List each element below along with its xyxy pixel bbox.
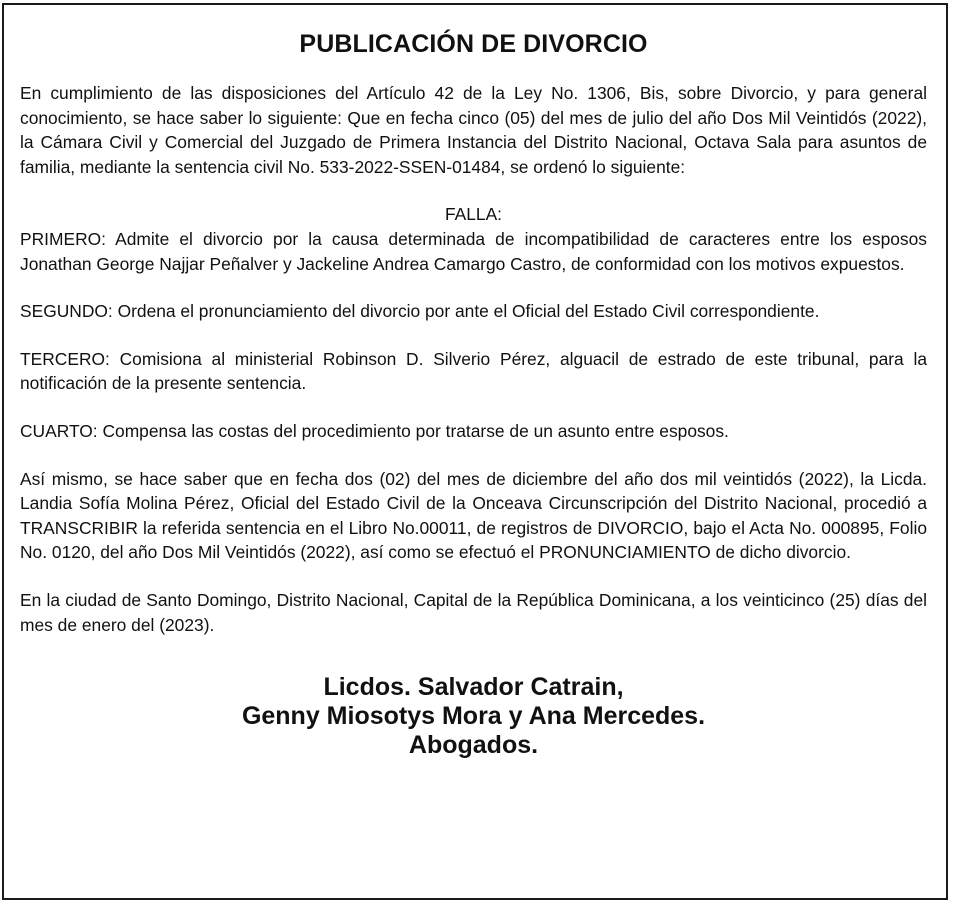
asimismo-paragraph: Así mismo, se hace saber que en fecha dos (02) del mes de diciembre del año dos mil veintidós (2022), la Licda. Landia Sofía Molina Pérez, Oficial del Estado Civil de la Onceava Circunscripción del Distrito Nacional, procedió a TRANSCRIBIR la referida sentencia en el Libro No.00011, de registros de DIVORCIO, bajo el Acta No. 000895, Folio No. 0120, del año Dos Mil Veintidós (2022), así como se efectuó el PRONUNCIAMIENTO de dicho divorcio. xyxy=(20,468,927,563)
intro-paragraph: En cumplimiento de las disposiciones del Artículo 42 de la Ley No. 1306, Bis, sobre Divorcio, y para general conocimiento, se hace saber lo siguiente: Que en fecha cinco (05) del mes de julio del año Dos Mil Veintidós (2022), la Cámara Civil y Comercial del Juzgado de Primera Instancia del Distrito Nacional, Octava Sala para asuntos de familia, mediante la sentencia civil No. 533-2022-SSEN-01484, se ordenó lo siguiente: xyxy=(20,83,927,177)
signature-line-1: Licdos. Salvador Catrain, xyxy=(323,673,624,702)
notice-content xyxy=(20,29,927,760)
signature-line-3: Abogados. xyxy=(408,731,539,760)
notice-title: PUBLICACIÓN DE DIVORCIO xyxy=(299,30,648,58)
signature-block xyxy=(20,673,927,760)
cuarto-paragraph: CUARTO: Compensa las costas del procedimiento por tratarse de un asunto entre esposos. xyxy=(20,420,729,441)
falla-heading: FALLA: xyxy=(444,204,503,225)
signature-line-2: Genny Miosotys Mora y Ana Mercedes. xyxy=(241,702,706,731)
segundo-paragraph: SEGUNDO: Ordena el pronunciamiento del divorcio por ante el Oficial del Estado Civil correspondiente. xyxy=(20,301,820,322)
tercero-paragraph: TERCERO: Comisiona al ministerial Robinson D. Silverio Pérez, alguacil de estrado de este tribunal, para la notificación de la presente sentencia. xyxy=(20,348,927,394)
primero-paragraph: PRIMERO: Admite el divorcio por la causa determinada de incompatibilidad de caracteres entre los esposos Jonathan George Najjar Peñalver y Jackeline Andrea Camargo Castro, de conformidad con los motivos expuestos. xyxy=(20,228,927,274)
closing-paragraph: En la ciudad de Santo Domingo, Distrito Nacional, Capital de la República Dominicana, a los veinticinco (25) días del mes de enero del (2023). xyxy=(20,589,927,635)
